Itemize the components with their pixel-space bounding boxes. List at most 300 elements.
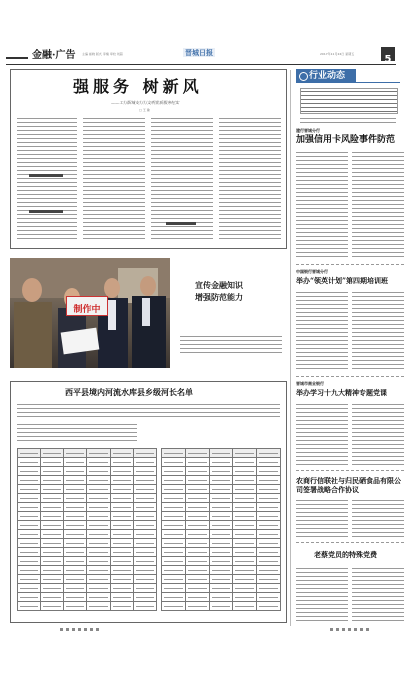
cell-text bbox=[66, 480, 84, 481]
cell-text bbox=[89, 597, 107, 598]
cell-text bbox=[235, 462, 254, 463]
river-table-left-cell bbox=[64, 512, 87, 521]
cell-text bbox=[89, 507, 107, 508]
cell-text bbox=[20, 516, 38, 517]
cell-text bbox=[43, 597, 61, 598]
cell-text bbox=[113, 543, 131, 544]
cell-text bbox=[164, 543, 183, 544]
river-table-left-row bbox=[18, 467, 157, 476]
news-headline-2: 举办“领英计划”第四期培训班 bbox=[296, 276, 389, 285]
river-table-right-cell bbox=[185, 503, 209, 512]
river-table-right-cell bbox=[257, 548, 281, 557]
cell-text bbox=[235, 534, 254, 535]
cell-text bbox=[20, 498, 38, 499]
river-table-title: 西平县境内河流水库县乡级河长名单 bbox=[65, 387, 193, 397]
river-table-right-cell bbox=[257, 530, 281, 539]
river-table-left-cell bbox=[133, 557, 156, 566]
river-table-right-cell bbox=[162, 602, 186, 611]
river-table-left-cell bbox=[87, 584, 110, 593]
cell-text bbox=[136, 525, 154, 526]
river-table-left-cell bbox=[41, 458, 64, 467]
river-table-left-cell bbox=[64, 548, 87, 557]
river-table-left-cell bbox=[87, 566, 110, 575]
cell-text bbox=[66, 453, 84, 454]
cell-text bbox=[259, 462, 278, 463]
header-rule bbox=[6, 64, 396, 65]
river-table-left-cell bbox=[87, 602, 110, 611]
river-table-right-cell bbox=[233, 449, 257, 458]
news-kicker-3: 晋城市商业银行 bbox=[296, 381, 324, 386]
river-table-left-cell bbox=[133, 575, 156, 584]
river-table-left-cell bbox=[110, 503, 133, 512]
river-table-left-cell bbox=[110, 548, 133, 557]
river-table-left-cell bbox=[110, 593, 133, 602]
river-table-right-cell bbox=[257, 512, 281, 521]
river-table-right-cell bbox=[233, 476, 257, 485]
divider-4 bbox=[296, 542, 404, 543]
cell-text bbox=[188, 534, 207, 535]
banner-rule bbox=[356, 82, 400, 83]
cell-text bbox=[212, 453, 231, 454]
cell-text bbox=[113, 462, 131, 463]
contact-box bbox=[300, 88, 398, 114]
river-table-right-cell bbox=[162, 575, 186, 584]
news-headline-5: 老蔡党员的特殊党费 bbox=[314, 550, 377, 559]
river-table-right-cell bbox=[257, 521, 281, 530]
river-table-left-cell bbox=[133, 539, 156, 548]
river-table-right-cell bbox=[209, 593, 233, 602]
river-table-left-cell bbox=[18, 476, 41, 485]
lead-column-4 bbox=[219, 116, 281, 240]
lead-column-2 bbox=[83, 116, 145, 240]
cell-text bbox=[235, 471, 254, 472]
river-table-left-row bbox=[18, 530, 157, 539]
photo-section bbox=[10, 258, 285, 376]
river-table-left-cell bbox=[110, 494, 133, 503]
cell-text bbox=[212, 516, 231, 517]
river-table-left-cell bbox=[18, 512, 41, 521]
river-table-right-cell bbox=[209, 512, 233, 521]
cell-text bbox=[43, 453, 61, 454]
newspaper-logo: 晋城日报 bbox=[185, 48, 213, 57]
editor-credits: 主编 崔晓 版式 李楠 审校 刘超 bbox=[82, 52, 123, 56]
lead-subhead-1 bbox=[29, 174, 63, 177]
cell-text bbox=[259, 471, 278, 472]
river-table-left-cell bbox=[41, 548, 64, 557]
cell-text bbox=[43, 543, 61, 544]
river-table-left-cell bbox=[133, 512, 156, 521]
river-table-left-cell bbox=[64, 602, 87, 611]
cell-text bbox=[212, 471, 231, 472]
cell-text bbox=[20, 552, 38, 553]
cell-text bbox=[113, 489, 131, 490]
cell-text bbox=[89, 552, 107, 553]
cell-text bbox=[235, 597, 254, 598]
river-table-right-cell bbox=[185, 557, 209, 566]
river-table-right-cell bbox=[209, 530, 233, 539]
cell-text bbox=[259, 579, 278, 580]
river-table-right-cell bbox=[209, 458, 233, 467]
river-table-left-cell bbox=[87, 503, 110, 512]
river-table-right-row bbox=[162, 584, 281, 593]
cell-text bbox=[43, 507, 61, 508]
news-body-1b bbox=[352, 150, 404, 260]
cell-text bbox=[66, 525, 84, 526]
cell-text bbox=[20, 525, 38, 526]
cell-text bbox=[113, 534, 131, 535]
cell-text bbox=[89, 543, 107, 544]
river-table-right-cell bbox=[209, 575, 233, 584]
river-table-right-cell bbox=[233, 467, 257, 476]
river-table-left-cell bbox=[64, 449, 87, 458]
cell-text bbox=[136, 597, 154, 598]
river-table-left-cell bbox=[18, 503, 41, 512]
river-table-left-cell bbox=[18, 584, 41, 593]
river-table-left-cell bbox=[41, 521, 64, 530]
news-photo bbox=[10, 258, 170, 368]
cell-text bbox=[43, 471, 61, 472]
river-table-left-cell bbox=[18, 539, 41, 548]
river-table-left-cell bbox=[87, 557, 110, 566]
cell-text bbox=[89, 570, 107, 571]
cell-text bbox=[212, 561, 231, 562]
river-table-right-cell bbox=[257, 449, 281, 458]
river-table-left-cell bbox=[133, 458, 156, 467]
river-table-left-cell bbox=[110, 584, 133, 593]
cell-text bbox=[43, 552, 61, 553]
news-headline-4: 农商行信联社与归民硒食品有限公司签署战略合作协议 bbox=[296, 476, 401, 494]
river-table-right-cell bbox=[257, 602, 281, 611]
river-table-right-row bbox=[162, 458, 281, 467]
cell-text bbox=[164, 480, 183, 481]
cell-text bbox=[89, 534, 107, 535]
river-table-left-cell bbox=[41, 512, 64, 521]
sidebar bbox=[292, 66, 406, 626]
cell-text bbox=[164, 462, 183, 463]
river-table-left-row bbox=[18, 602, 157, 611]
cell-text bbox=[212, 579, 231, 580]
cell-text bbox=[89, 453, 107, 454]
cell-text bbox=[66, 606, 84, 607]
river-table-left-cell bbox=[41, 467, 64, 476]
river-table-right-cell bbox=[185, 575, 209, 584]
river-table-left-cell bbox=[87, 485, 110, 494]
river-table-left-cell bbox=[110, 575, 133, 584]
cell-text bbox=[188, 561, 207, 562]
cell-text bbox=[89, 471, 107, 472]
river-table-left-row bbox=[18, 584, 157, 593]
river-table-left-cell bbox=[110, 485, 133, 494]
river-table-right-cell bbox=[257, 575, 281, 584]
cell-text bbox=[89, 516, 107, 517]
cell-text bbox=[20, 606, 38, 607]
photo-caption-text bbox=[180, 334, 282, 356]
cell-text bbox=[259, 561, 278, 562]
river-table-right-cell bbox=[233, 584, 257, 593]
river-table-left-cell bbox=[18, 449, 41, 458]
cell-text bbox=[212, 489, 231, 490]
river-table-right-cell bbox=[257, 485, 281, 494]
cell-text bbox=[43, 516, 61, 517]
river-table-right-cell bbox=[162, 557, 186, 566]
river-table-left-cell bbox=[41, 566, 64, 575]
news-kicker-2: 中国银行晋城分行 bbox=[296, 269, 328, 274]
cell-text bbox=[89, 561, 107, 562]
river-table-left-cell bbox=[110, 476, 133, 485]
river-table-left-cell bbox=[110, 566, 133, 575]
river-table-right-row bbox=[162, 485, 281, 494]
river-table-left bbox=[17, 448, 157, 611]
cell-text bbox=[136, 579, 154, 580]
river-table-left-cell bbox=[110, 530, 133, 539]
cell-text bbox=[235, 543, 254, 544]
river-table-right-cell bbox=[185, 485, 209, 494]
news-headline-3: 举办学习十九大精神专题党课 bbox=[296, 388, 387, 397]
river-table-right-row bbox=[162, 521, 281, 530]
news-body-2b bbox=[352, 290, 404, 372]
cell-text bbox=[136, 570, 154, 571]
river-table-left-cell bbox=[133, 566, 156, 575]
cell-text bbox=[20, 579, 38, 580]
river-table-left-cell bbox=[18, 494, 41, 503]
photo-title-line2: 增强防范能力 bbox=[195, 292, 243, 302]
river-table-left-cell bbox=[64, 476, 87, 485]
column-intro bbox=[300, 116, 396, 124]
cell-text bbox=[136, 516, 154, 517]
river-table-right-row bbox=[162, 593, 281, 602]
news-headline-1: 加强信用卡风险事件防范 bbox=[296, 135, 396, 145]
river-table-left-cell bbox=[87, 458, 110, 467]
cell-text bbox=[136, 588, 154, 589]
cell-text bbox=[113, 507, 131, 508]
cell-text bbox=[212, 597, 231, 598]
river-table-left-cell bbox=[64, 521, 87, 530]
river-table-left-cell bbox=[133, 548, 156, 557]
cell-text bbox=[235, 516, 254, 517]
cell-text bbox=[235, 453, 254, 454]
cell-text bbox=[259, 552, 278, 553]
news-body-2a bbox=[296, 290, 348, 372]
cell-text bbox=[259, 507, 278, 508]
cell-text bbox=[89, 480, 107, 481]
river-table-left-cell bbox=[41, 602, 64, 611]
cell-text bbox=[136, 471, 154, 472]
river-table-right-cell bbox=[162, 467, 186, 476]
river-table-left-row bbox=[18, 476, 157, 485]
river-table-right-cell bbox=[185, 539, 209, 548]
cell-text bbox=[164, 579, 183, 580]
river-table-left-cell bbox=[41, 593, 64, 602]
divider-3 bbox=[296, 470, 404, 471]
cell-text bbox=[113, 480, 131, 481]
river-table-right-cell bbox=[162, 485, 186, 494]
cell-text bbox=[164, 471, 183, 472]
river-table-left-cell bbox=[18, 602, 41, 611]
river-table-left-cell bbox=[133, 494, 156, 503]
river-table-left-cell bbox=[110, 557, 133, 566]
cell-text bbox=[259, 453, 278, 454]
river-table-left-row bbox=[18, 503, 157, 512]
page-header bbox=[0, 0, 415, 66]
river-table-right-cell bbox=[233, 593, 257, 602]
river-table-right-cell bbox=[233, 557, 257, 566]
cell-text bbox=[188, 543, 207, 544]
cell-text bbox=[212, 543, 231, 544]
river-table-right-cell bbox=[185, 602, 209, 611]
river-table-right-row bbox=[162, 530, 281, 539]
cell-text bbox=[164, 498, 183, 499]
cell-text bbox=[212, 480, 231, 481]
river-table-left-cell bbox=[18, 593, 41, 602]
river-table-left-cell bbox=[87, 530, 110, 539]
cell-text bbox=[212, 498, 231, 499]
river-table-left-cell bbox=[41, 584, 64, 593]
cell-text bbox=[66, 543, 84, 544]
river-table-right-row bbox=[162, 566, 281, 575]
cell-text bbox=[89, 588, 107, 589]
cell-text bbox=[43, 606, 61, 607]
cell-text bbox=[259, 534, 278, 535]
river-table-right-cell bbox=[257, 467, 281, 476]
cell-text bbox=[136, 543, 154, 544]
river-table-left-cell bbox=[110, 467, 133, 476]
cell-text bbox=[188, 489, 207, 490]
river-table-right-cell bbox=[185, 584, 209, 593]
river-table-right-cell bbox=[257, 503, 281, 512]
river-table-right-row bbox=[162, 467, 281, 476]
cell-text bbox=[43, 498, 61, 499]
cell-text bbox=[136, 453, 154, 454]
river-table-left-cell bbox=[64, 575, 87, 584]
river-table-right-row bbox=[162, 557, 281, 566]
cell-text bbox=[113, 588, 131, 589]
cell-text bbox=[188, 507, 207, 508]
river-table-right-cell bbox=[209, 503, 233, 512]
river-table-left-cell bbox=[18, 485, 41, 494]
river-table-left-row bbox=[18, 557, 157, 566]
cell-text bbox=[259, 489, 278, 490]
river-table-right-cell bbox=[185, 548, 209, 557]
banner-title: 行业动态 bbox=[309, 71, 346, 81]
river-table-left-cell bbox=[64, 539, 87, 548]
river-table-left-cell bbox=[133, 593, 156, 602]
industry-news-banner bbox=[296, 69, 356, 83]
river-table-right-row bbox=[162, 449, 281, 458]
river-table-right-cell bbox=[209, 557, 233, 566]
cell-text bbox=[259, 498, 278, 499]
river-table-right-cell bbox=[257, 539, 281, 548]
cell-text bbox=[235, 498, 254, 499]
cell-text bbox=[66, 498, 84, 499]
river-table-left-cell bbox=[41, 557, 64, 566]
cell-text bbox=[43, 561, 61, 562]
cell-text bbox=[136, 561, 154, 562]
page-number: 5 bbox=[384, 54, 392, 65]
river-table-left-cell bbox=[41, 449, 64, 458]
river-table-right-cell bbox=[162, 458, 186, 467]
cell-text bbox=[212, 570, 231, 571]
river-table-right-cell bbox=[209, 566, 233, 575]
cell-text bbox=[66, 516, 84, 517]
river-table-left-cell bbox=[133, 530, 156, 539]
cell-text bbox=[20, 597, 38, 598]
river-table-left-cell bbox=[110, 458, 133, 467]
river-table-right-cell bbox=[257, 584, 281, 593]
river-table-right-cell bbox=[162, 494, 186, 503]
cell-text bbox=[164, 606, 183, 607]
cell-text bbox=[164, 489, 183, 490]
river-table-right-cell bbox=[209, 467, 233, 476]
lead-column-1 bbox=[17, 116, 77, 240]
cell-text bbox=[113, 606, 131, 607]
cell-text bbox=[66, 534, 84, 535]
river-table-left-row bbox=[18, 512, 157, 521]
cell-text bbox=[164, 552, 183, 553]
river-table-left-row bbox=[18, 458, 157, 467]
cell-text bbox=[113, 471, 131, 472]
cell-text bbox=[20, 543, 38, 544]
cell-text bbox=[43, 579, 61, 580]
footer-ornament-right bbox=[330, 628, 370, 631]
cell-text bbox=[188, 480, 207, 481]
river-table-right-cell bbox=[209, 476, 233, 485]
river-table-right-cell bbox=[233, 494, 257, 503]
river-table-left-cell bbox=[18, 575, 41, 584]
river-table-right-cell bbox=[257, 476, 281, 485]
cell-text bbox=[212, 588, 231, 589]
lead-subhead-3 bbox=[166, 222, 196, 225]
cell-text bbox=[113, 498, 131, 499]
river-table-right-cell bbox=[209, 539, 233, 548]
cell-text bbox=[235, 570, 254, 571]
river-table-left-cell bbox=[110, 602, 133, 611]
cell-text bbox=[20, 462, 38, 463]
river-table-right-cell bbox=[257, 566, 281, 575]
river-table-left-cell bbox=[133, 503, 156, 512]
cell-text bbox=[164, 534, 183, 535]
river-table-left-row bbox=[18, 539, 157, 548]
river-table-left-cell bbox=[41, 485, 64, 494]
river-table-right-cell bbox=[162, 503, 186, 512]
river-table-left-cell bbox=[64, 557, 87, 566]
river-table-right-cell bbox=[162, 476, 186, 485]
cell-text bbox=[259, 525, 278, 526]
cell-text bbox=[43, 534, 61, 535]
cell-text bbox=[188, 570, 207, 571]
river-table-right-row bbox=[162, 575, 281, 584]
river-table-left-row bbox=[18, 548, 157, 557]
river-table-right-cell bbox=[233, 503, 257, 512]
cell-text bbox=[188, 453, 207, 454]
cell-text bbox=[136, 606, 154, 607]
river-table-left-cell bbox=[110, 449, 133, 458]
river-table-left-cell bbox=[41, 503, 64, 512]
river-table-left-row bbox=[18, 521, 157, 530]
footer-ornament-left bbox=[60, 628, 100, 631]
cell-text bbox=[164, 597, 183, 598]
cell-text bbox=[20, 480, 38, 481]
cell-text bbox=[259, 480, 278, 481]
cell-text bbox=[20, 570, 38, 571]
river-table-left-cell bbox=[133, 449, 156, 458]
cell-text bbox=[43, 588, 61, 589]
cell-text bbox=[212, 462, 231, 463]
river-table-left-cell bbox=[64, 584, 87, 593]
river-table-left-cell bbox=[87, 539, 110, 548]
cell-text bbox=[89, 579, 107, 580]
river-table-right-cell bbox=[209, 449, 233, 458]
cell-text bbox=[136, 498, 154, 499]
